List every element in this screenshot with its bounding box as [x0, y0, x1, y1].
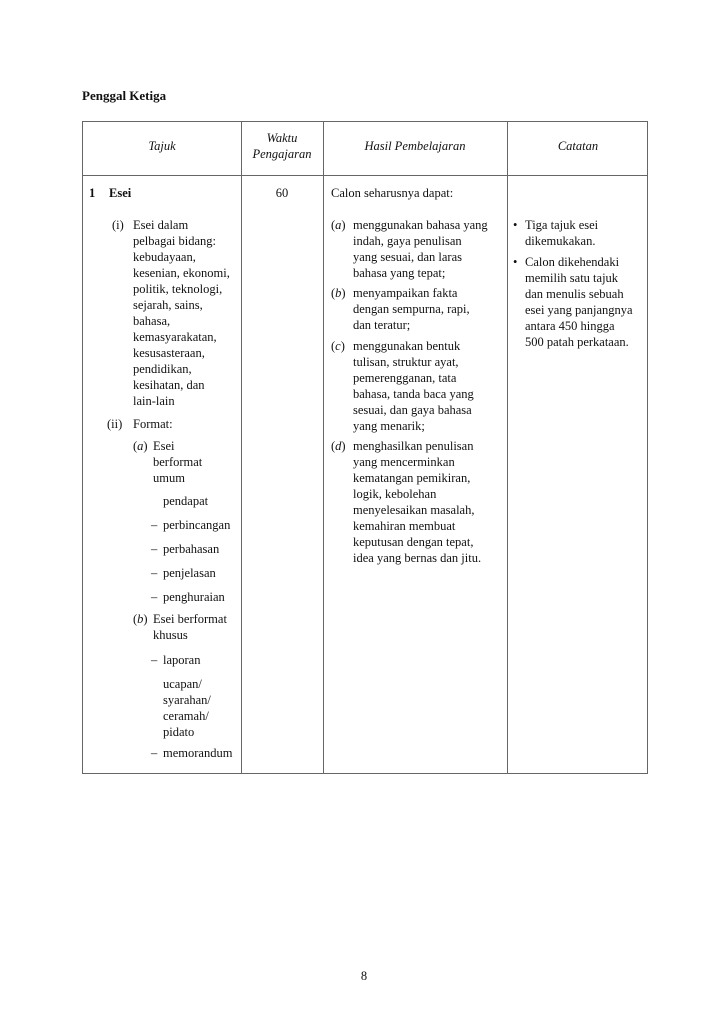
- item-b-marker: (b): [133, 612, 148, 626]
- format-list-item: perbahasan: [163, 542, 220, 556]
- hasil-item: menggunakan bahasa yang indah, gaya penulisan yang sesuai, dan laras bahasa yang tepat;: [353, 218, 488, 280]
- hasil-marker: (a): [331, 218, 346, 232]
- column-divider: [323, 122, 324, 773]
- header-tajuk: Tajuk: [148, 139, 176, 153]
- hasil-item: menggunakan bentuk tulisan, struktur ayat, pemerengganan, tata bahasa, tanda baca yang sesuai, dan gaya bahasa yang menarik;: [353, 339, 474, 433]
- header-divider: [83, 175, 647, 176]
- hasil-intro: Calon seharusnya dapat:: [331, 186, 454, 200]
- item-a-text: Esei berformat umum: [153, 439, 203, 485]
- waktu-value: 60: [275, 186, 289, 200]
- dash-marker: –: [151, 542, 158, 556]
- row-number: 1: [89, 186, 96, 200]
- item-a-marker: (a): [133, 439, 148, 453]
- item-ii-text: Format:: [133, 417, 173, 431]
- item-i-marker: (i): [112, 218, 124, 232]
- header-waktu-pengajaran: Waktu Pengajaran: [252, 131, 312, 161]
- hasil-marker: (c): [331, 339, 345, 353]
- dash-marker: –: [151, 518, 158, 532]
- dash-marker: –: [151, 590, 158, 604]
- dash-marker: –: [151, 746, 158, 760]
- bullet-marker: •: [513, 255, 518, 269]
- column-divider: [507, 122, 508, 773]
- catatan-item: Calon dikehendaki memilih satu tajuk dan menulis sebuah esei yang panjangnya antara 450 hingga 500 patah perkataan.: [525, 255, 633, 349]
- catatan-item: Tiga tajuk esei dikemukakan.: [525, 218, 599, 248]
- header-catatan: Catatan: [557, 139, 599, 153]
- page-number: 8: [360, 969, 368, 983]
- item-ii-marker: (ii): [107, 417, 123, 431]
- format-list-item: perbincangan: [163, 518, 231, 532]
- hasil-item: menyampaikan fakta dengan sempurna, rapi, dan teratur;: [353, 286, 470, 332]
- header-hasil-pembelajaran: Hasil Pembelajaran: [364, 139, 466, 153]
- row-title: Esei: [109, 186, 132, 200]
- column-divider: [241, 122, 242, 773]
- format-list-item: memorandum: [163, 746, 233, 760]
- dash-marker: –: [151, 566, 158, 580]
- hasil-item: menghasilkan penulisan yang mencerminkan kematangan pemikiran, logik, kebolehan menyelesaikan masalah, kemahiran membuat keputusan dengan tepat, idea yang bernas dan jitu.: [353, 439, 482, 565]
- hasil-marker: (b): [331, 286, 346, 300]
- format-list-item: ucapan/ syarahan/ ceramah/ pidato: [163, 677, 211, 739]
- section-title: Penggal Ketiga: [82, 88, 167, 103]
- dash-marker: –: [151, 653, 158, 667]
- syllabus-table: [82, 121, 648, 774]
- bullet-marker: •: [513, 218, 518, 232]
- format-list-item: pendapat: [163, 494, 209, 508]
- hasil-marker: (d): [331, 439, 346, 453]
- format-list-item: penjelasan: [163, 566, 216, 580]
- item-i-text: Esei dalam pelbagai bidang: kebudayaan, kesenian, ekonomi, politik, teknologi, sejarah, sains, bahasa, kemasyarakatan, kesusasteraan, pendidikan, kesihatan, dan lain-lain: [133, 218, 230, 408]
- item-b-text: Esei berformat khusus: [153, 612, 227, 642]
- format-list-item: penghuraian: [163, 590, 225, 604]
- format-list-item: laporan: [163, 653, 201, 667]
